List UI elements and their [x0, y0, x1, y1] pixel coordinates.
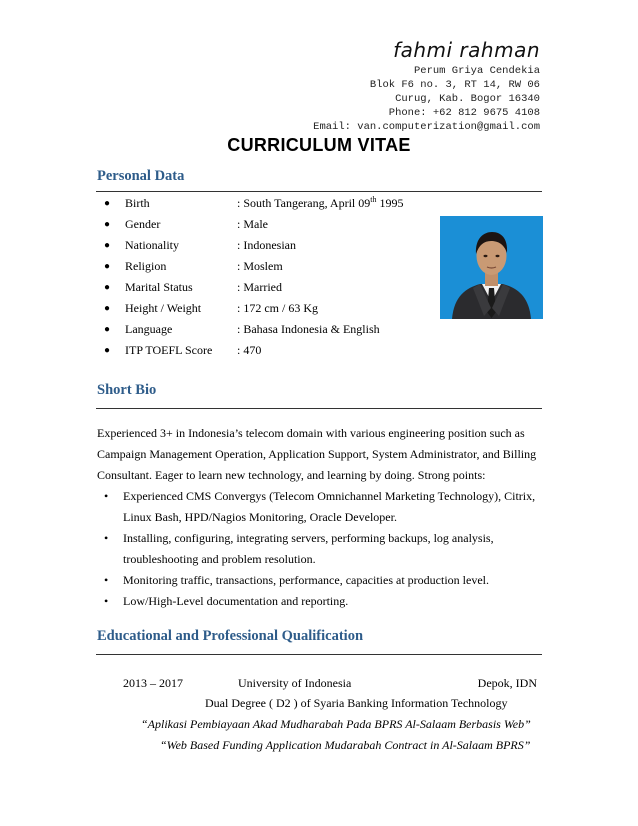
row-label: Gender [125, 217, 161, 231]
strong-point-text: Installing, configuring, integrating servers, performing backups, log analysis, troubleshooting and problem resolution. [123, 531, 494, 566]
list-item [97, 591, 547, 612]
row-label: Religion [125, 259, 167, 273]
bullet-icon: ● [104, 303, 111, 314]
bullet-icon: ● [104, 198, 111, 209]
row-value [237, 193, 404, 214]
bullet-icon: • [104, 573, 109, 587]
row-value: : Indonesian [237, 238, 296, 252]
phone-line: Phone: +62 812 9675 4108 [388, 107, 540, 119]
education-heading: Educational and Professional Qualification [97, 628, 364, 644]
bullet-icon: • [104, 531, 109, 545]
row-label: Nationality [125, 238, 179, 252]
email-line: Email: van.computerization@gmail.com [313, 121, 540, 133]
profile-photo [440, 216, 543, 319]
bullet-icon: ● [104, 261, 111, 272]
strong-points-list [97, 486, 547, 612]
list-item [97, 528, 547, 570]
row-value: : Married [237, 280, 282, 294]
education-years: 2013 – 2017 [123, 676, 183, 690]
row-value: : 470 [237, 343, 262, 357]
bio-paragraph: Experienced 3+ in Indonesia’s telecom domain with various engineering position such as Campaign Management Operation, Application Support, System Administrator, and Billing Consultant. Eager to learn new technology, and learning by doing. Strong points: [97, 426, 537, 482]
address-line: Curug, Kab. Bogor 16340 [395, 93, 540, 105]
thesis-title-english: “Web Based Funding Application Mudarabah Contract in Al-Salaam BPRS” [160, 738, 531, 752]
section-divider [96, 408, 542, 409]
applicant-name: fahmi rahman [393, 38, 540, 62]
row-label: Birth [125, 196, 150, 210]
row-label: ITP TOEFL Score [125, 343, 213, 357]
education-school: University of Indonesia [238, 676, 352, 690]
personal-data-heading: Personal Data [97, 168, 185, 184]
bullet-icon: • [104, 594, 109, 608]
row-value: : Moslem [237, 259, 283, 273]
birth-year: 1995 [376, 196, 404, 210]
address-line: Blok F6 no. 3, RT 14, RW 06 [369, 79, 540, 91]
strong-point-text: Monitoring traffic, transactions, performance, capacities at production level. [123, 573, 489, 587]
row-value: : Male [237, 217, 268, 231]
row-label: Height / Weight [125, 301, 202, 315]
section-divider [96, 191, 542, 192]
row-value: : Bahasa Indonesia & English [237, 322, 380, 336]
thesis-title-indonesian: “Aplikasi Pembiayaan Akad Mudharabah Pada BPRS Al-Salaam Berbasis Web” [141, 717, 531, 731]
bullet-icon: • [104, 489, 109, 503]
row-label: Language [125, 322, 173, 336]
address-line: Perum Griya Cendekia [413, 65, 540, 77]
document-title: CURRICULUM VITAE [227, 135, 411, 155]
strong-point-text: Experienced CMS Convergys (Telecom Omnichannel Marketing Technology), Citrix, Linux Bash, HPD/Nagios Monitoring, Oracle Developer. [123, 489, 536, 524]
short-bio-body [97, 423, 547, 612]
section-divider [96, 654, 542, 655]
birth-value: : South Tangerang, April 09 [237, 196, 371, 210]
birth-ordinal: th [370, 195, 377, 204]
education-location: Depok, IDN [477, 676, 537, 690]
bullet-icon: ● [104, 240, 111, 251]
row-value: : 172 cm / 63 Kg [237, 301, 318, 315]
strong-point-text: Low/High-Level documentation and reporting. [123, 594, 349, 608]
row-label: Marital Status [125, 280, 193, 294]
person-portrait-icon [440, 216, 543, 319]
contact-address-block [313, 64, 540, 134]
bullet-icon: ● [104, 219, 111, 230]
list-item [97, 486, 547, 528]
list-item [97, 570, 547, 591]
bullet-icon: ● [104, 345, 111, 356]
bullet-icon: ● [104, 282, 111, 293]
bullet-icon: ● [104, 324, 111, 335]
short-bio-heading: Short Bio [97, 382, 157, 398]
education-degree: Dual Degree ( D2 ) of Syaria Banking Information Technology [205, 696, 508, 710]
